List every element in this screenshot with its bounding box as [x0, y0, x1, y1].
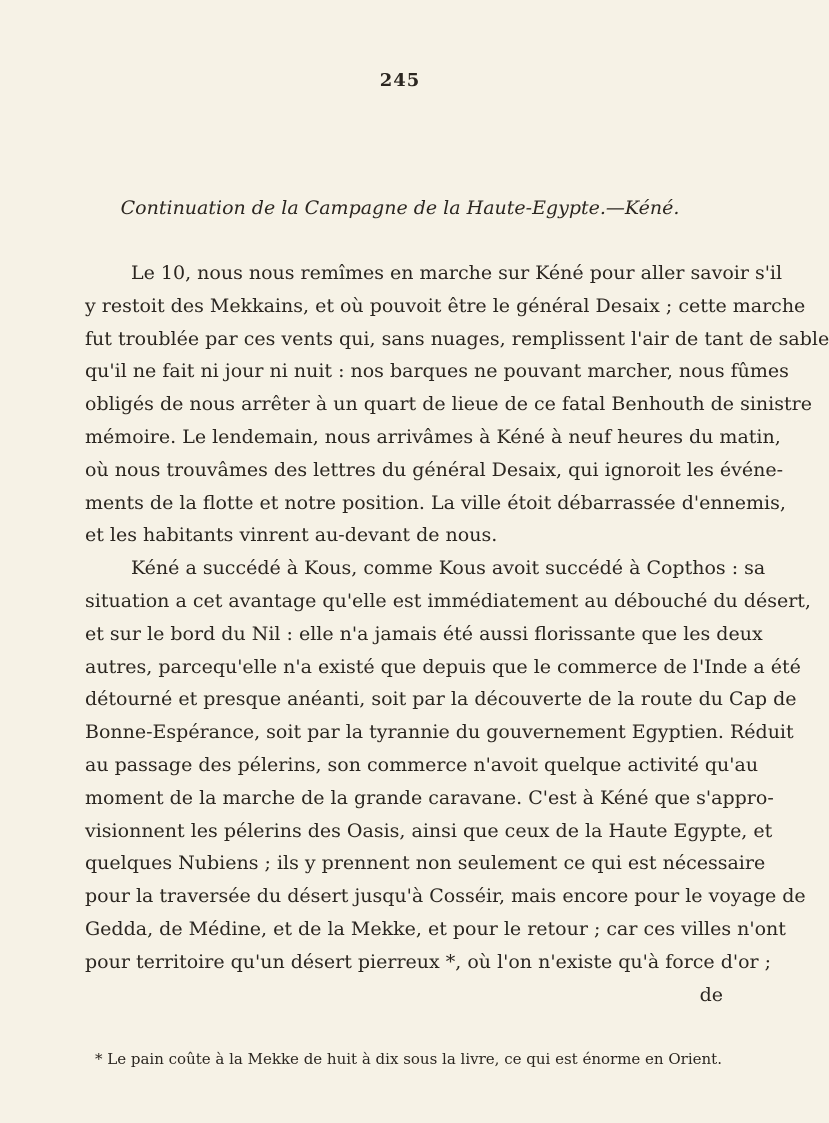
text-line: fut troublée par ces vents qui, sans nuages, remplissent l'air de tant de sable — [85, 327, 829, 350]
footnote: * Le pain coûte à la Mekke de huit à dix sous la livre, ce qui est énorme en Orient. — [95, 1050, 722, 1068]
section-heading: Continuation de la Campagne de la Haute-Egypte.—Kéné. — [120, 197, 680, 219]
text-line: Kéné a succédé à Kous, comme Kous avoit succédé à Copthos : sa — [131, 557, 766, 580]
catchword: de — [699, 983, 723, 1006]
text-line: Gedda, de Médine, et de la Mekke, et pour le retour ; car ces villes n'ont — [85, 917, 786, 940]
text-line: pour territoire qu'un désert pierreux *, où l'on n'existe qu'à force d'or ; — [85, 950, 772, 973]
text-line: autres, parcequ'elle n'a existé que depuis que le commerce de l'Inde a été — [85, 655, 801, 678]
body-text — [85, 257, 829, 1011]
text-line: mémoire. Le lendemain, nous arrivâmes à Kéné à neuf heures du matin, — [85, 425, 781, 448]
text-line: et sur le bord du Nil : elle n'a jamais été aussi florissante que les deux — [85, 622, 763, 645]
text-line: où nous trouvâmes des lettres du général Desaix, qui ignoroit les événe- — [85, 458, 784, 481]
text-line: ments de la flotte et notre position. La ville étoit débarrassée d'ennemis, — [85, 491, 786, 514]
text-line: détourné et presque anéanti, soit par la découverte de la route du Cap de — [85, 688, 797, 711]
text-line: qu'il ne fait ni jour ni nuit : nos barques ne pouvant marcher, nous fûmes — [85, 360, 789, 383]
text-line: et les habitants vinrent au-devant de nous. — [85, 524, 498, 547]
page-number: 245 — [379, 70, 421, 91]
text-line: quelques Nubiens ; ils y prennent non seulement ce qui est nécessaire — [85, 852, 766, 875]
text-line: visionnent les pélerins des Oasis, ainsi que ceux de la Haute Egypte, et — [85, 819, 773, 842]
text-line: situation a cet avantage qu'elle est immédiatement au débouché du désert, — [85, 589, 811, 612]
text-line: y restoit des Mekkains, et où pouvoit être le général Desaix ; cette marche — [85, 294, 806, 317]
text-line: au passage des pélerins, son commerce n'avoit quelque activité qu'au — [85, 753, 759, 776]
text-line: Bonne-Espérance, soit par la tyrannie du gouvernement Egyptien. Réduit — [85, 721, 794, 744]
text-line: Le 10, nous nous remîmes en marche sur Kéné pour aller savoir s'il — [131, 262, 783, 284]
text-line: moment de la marche de la grande caravane. C'est à Kéné que s'appro- — [85, 786, 774, 809]
text-line: obligés de nous arrêter à un quart de lieue de ce fatal Benhouth de sinistre — [85, 393, 812, 416]
text-line: pour la traversée du désert jusqu'à Cosséir, mais encore pour le voyage de — [85, 885, 806, 908]
